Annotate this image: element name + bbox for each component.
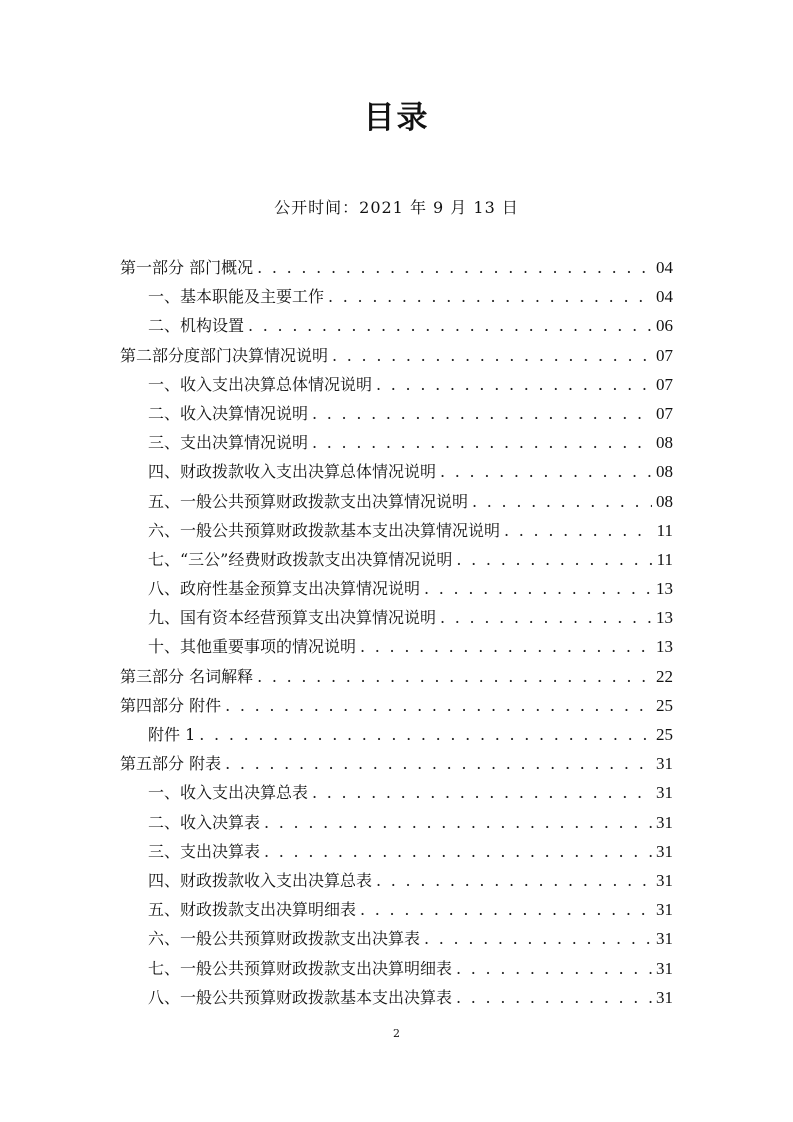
- toc-page-number: 06: [656, 316, 673, 336]
- toc-item[interactable]: [120, 778, 673, 807]
- toc-item[interactable]: [120, 516, 673, 545]
- toc-label: 六、一般公共预算财政拨款支出决算表: [148, 929, 421, 949]
- toc-page-number: 07: [656, 345, 673, 365]
- toc-dot-leader: [264, 808, 652, 837]
- toc-label: 三、支出决算情况说明: [148, 433, 309, 453]
- toc-label: 一、收入支出决算总表: [148, 783, 309, 803]
- toc-item[interactable]: [120, 428, 673, 457]
- toc-page-number: 11: [656, 520, 673, 540]
- toc-dot-leader: [332, 341, 652, 370]
- toc-label: 二、收入决算表: [148, 812, 261, 832]
- toc-dot-leader: [456, 545, 652, 574]
- toc-label: 十、其他重要事项的情况说明: [148, 637, 357, 657]
- toc-dot-leader: [376, 866, 652, 895]
- toc-page-number: 04: [656, 287, 673, 307]
- toc-dot-leader: [360, 895, 652, 924]
- toc-page-number: 13: [656, 579, 673, 599]
- toc-item[interactable]: [120, 720, 673, 749]
- toc-label: 五、一般公共预算财政拨款支出决算情况说明: [148, 491, 469, 511]
- toc-item[interactable]: [120, 545, 673, 574]
- toc-page-number: 31: [656, 812, 673, 832]
- toc-label: 四、财政拨款收入支出决算总体情况说明: [148, 462, 437, 482]
- toc-page-number: 08: [656, 462, 673, 482]
- toc-dot-leader: [264, 837, 652, 866]
- toc-label: 四、财政拨款收入支出决算总表: [148, 870, 373, 890]
- toc-label: 二、收入决算情况说明: [148, 403, 309, 423]
- toc-dot-leader: [312, 399, 652, 428]
- toc-page-number: 31: [656, 987, 673, 1007]
- publish-date: 公开时间：2021 年 9 月 13 日: [274, 198, 519, 217]
- toc-label: 附件 1: [148, 725, 196, 744]
- toc-page-number: 08: [656, 491, 673, 511]
- toc-item[interactable]: [120, 603, 673, 632]
- toc-dot-leader: [257, 662, 652, 691]
- toc-label: 七、“三公”经费财政拨款支出决算情况说明: [148, 549, 453, 569]
- toc-section[interactable]: [120, 341, 673, 370]
- toc-page-number: 13: [656, 637, 673, 657]
- toc-page-number: 07: [656, 403, 673, 423]
- toc-dot-leader: [360, 632, 652, 661]
- toc-page-number: 22: [656, 666, 673, 686]
- toc-dot-leader: [424, 924, 652, 953]
- toc-item[interactable]: [120, 808, 673, 837]
- toc-label: 第五部分 附表: [120, 754, 222, 774]
- toc-page-number: 07: [656, 374, 673, 394]
- toc-dot-leader: [312, 778, 652, 807]
- toc-page-number: 13: [656, 608, 673, 628]
- toc-label: 七、一般公共预算财政拨款支出决算明细表: [148, 958, 453, 978]
- toc-label: 三、支出决算表: [148, 841, 261, 861]
- toc-page-number: 31: [656, 870, 673, 890]
- toc-item[interactable]: [120, 457, 673, 486]
- toc-dot-leader: [248, 311, 652, 340]
- toc-item[interactable]: [120, 487, 673, 516]
- toc-page-number: 31: [656, 958, 673, 978]
- toc-item[interactable]: [120, 574, 673, 603]
- toc-dot-leader: [257, 253, 652, 282]
- toc-label: 第一部分 部门概况: [120, 258, 254, 277]
- toc-item[interactable]: [120, 282, 673, 311]
- toc-page-number: 31: [656, 900, 673, 920]
- toc-label: 第四部分 附件: [120, 695, 222, 715]
- toc-item[interactable]: [120, 370, 673, 399]
- toc-label: 六、一般公共预算财政拨款基本支出决算情况说明: [148, 520, 501, 540]
- toc-item[interactable]: [120, 399, 673, 428]
- toc-label: 五、财政拨款支出决算明细表: [148, 900, 357, 920]
- toc-dot-leader: [504, 516, 653, 545]
- toc-page-number: 08: [656, 433, 673, 453]
- toc-page-number: 31: [656, 929, 673, 949]
- page-title: 目录: [363, 100, 430, 136]
- toc-label: 一、基本职能及主要工作: [148, 287, 325, 307]
- table-of-contents: [120, 253, 673, 1012]
- toc-dot-leader: [225, 749, 652, 778]
- toc-item[interactable]: [120, 837, 673, 866]
- toc-dot-leader: [456, 983, 652, 1012]
- toc-page-number: 31: [656, 783, 673, 803]
- toc-item[interactable]: [120, 895, 673, 924]
- toc-page-number: 04: [656, 258, 673, 277]
- toc-label: 二、机构设置: [148, 316, 245, 336]
- toc-section[interactable]: [120, 691, 673, 720]
- toc-label: 一、收入支出决算总体情况说明: [148, 374, 373, 394]
- toc-item[interactable]: [120, 924, 673, 953]
- toc-label: 八、一般公共预算财政拨款基本支出决算表: [148, 987, 453, 1007]
- toc-dot-leader: [440, 457, 652, 486]
- toc-label: 第三部分 名词解释: [120, 666, 254, 686]
- toc-dot-leader: [376, 370, 652, 399]
- toc-item[interactable]: [120, 983, 673, 1012]
- toc-section[interactable]: [120, 662, 673, 691]
- toc-item[interactable]: [120, 954, 673, 983]
- toc-label: 第二部分度部门决算情况说明: [120, 345, 329, 365]
- toc-section[interactable]: [120, 253, 673, 282]
- toc-page-number: 25: [656, 725, 673, 744]
- toc-page-number: 11: [656, 549, 673, 569]
- toc-page-number: 25: [656, 695, 673, 715]
- toc-item[interactable]: [120, 311, 673, 340]
- toc-dot-leader: [199, 720, 652, 749]
- toc-dot-leader: [472, 487, 652, 516]
- toc-dot-leader: [328, 282, 652, 311]
- toc-dot-leader: [424, 574, 652, 603]
- page-number: 2: [393, 1027, 400, 1040]
- toc-page-number: 31: [656, 841, 673, 861]
- toc-label: 八、政府性基金预算支出决算情况说明: [148, 579, 421, 599]
- toc-dot-leader: [312, 428, 652, 457]
- toc-label: 九、国有资本经营预算支出决算情况说明: [148, 608, 437, 628]
- toc-dot-leader: [225, 691, 652, 720]
- toc-item[interactable]: [120, 632, 673, 661]
- toc-dot-leader: [440, 603, 652, 632]
- toc-section[interactable]: [120, 749, 673, 778]
- toc-item[interactable]: [120, 866, 673, 895]
- toc-page-number: 31: [656, 754, 673, 774]
- toc-dot-leader: [456, 954, 652, 983]
